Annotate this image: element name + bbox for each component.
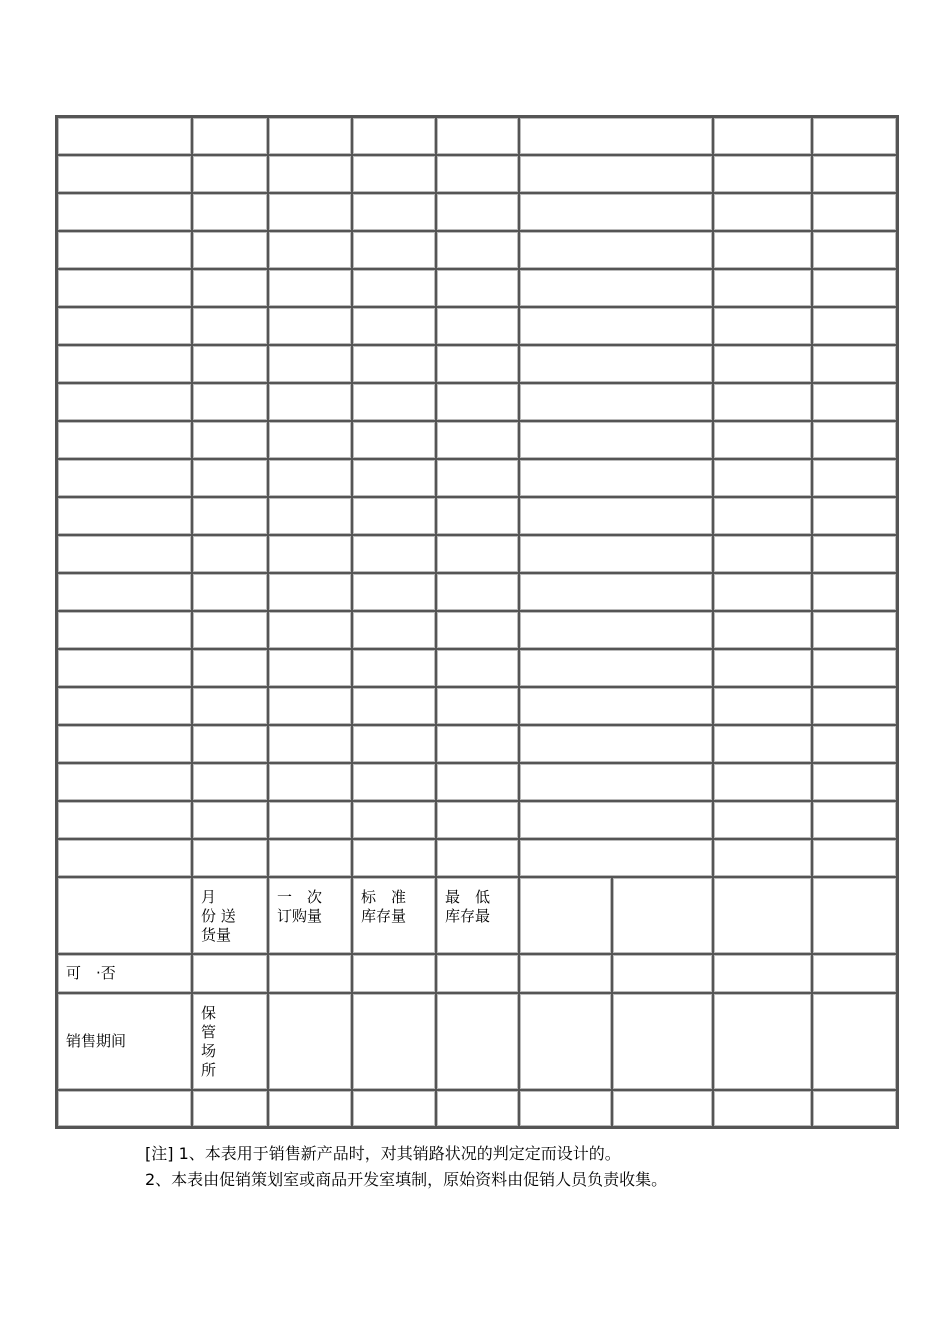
table-cell[interactable]	[192, 193, 268, 231]
table-cell[interactable]	[57, 687, 192, 725]
table-cell[interactable]	[436, 839, 519, 877]
table-cell[interactable]	[57, 801, 192, 839]
table-cell[interactable]	[352, 231, 436, 269]
table-cell[interactable]	[352, 763, 436, 801]
table-row	[57, 269, 897, 307]
table-cell[interactable]	[268, 307, 352, 345]
table-cell[interactable]	[519, 383, 713, 421]
table-cell[interactable]	[713, 155, 812, 193]
table-cell[interactable]	[57, 725, 192, 763]
table-cell[interactable]	[713, 611, 812, 649]
table-cell[interactable]	[812, 725, 897, 763]
table-cell[interactable]	[713, 231, 812, 269]
table-cell[interactable]	[436, 497, 519, 535]
table-cell[interactable]	[713, 725, 812, 763]
table-cell[interactable]	[519, 573, 713, 611]
table-cell[interactable]	[268, 801, 352, 839]
table-cell[interactable]	[192, 1090, 268, 1127]
table-cell[interactable]	[812, 573, 897, 611]
table-cell[interactable]	[268, 231, 352, 269]
product-evaluation-table	[55, 115, 899, 1129]
table-cell[interactable]	[519, 117, 713, 155]
sales-period-row	[57, 993, 897, 1090]
table-cell[interactable]	[352, 611, 436, 649]
table-cell[interactable]	[713, 307, 812, 345]
table-cell[interactable]	[612, 954, 713, 993]
table-row	[57, 611, 897, 649]
table-cell[interactable]	[436, 573, 519, 611]
table-cell[interactable]	[812, 763, 897, 801]
quantity-header-row	[57, 877, 897, 954]
table-cell[interactable]	[812, 687, 897, 725]
table-cell[interactable]	[268, 573, 352, 611]
table-cell[interactable]	[192, 954, 268, 993]
table-cell[interactable]	[57, 573, 192, 611]
table-cell[interactable]	[519, 801, 713, 839]
table-cell	[57, 877, 192, 954]
storage-place-label: 保管场所	[192, 993, 268, 1090]
table-cell[interactable]	[352, 155, 436, 193]
table-cell[interactable]	[268, 421, 352, 459]
table-cell[interactable]	[352, 535, 436, 573]
table-cell[interactable]	[519, 763, 713, 801]
table-cell[interactable]	[268, 269, 352, 307]
note-1: [注] 1、本表用于销售新产品时，对其销路状况的判定定而设计的。	[145, 1144, 621, 1163]
table-cell[interactable]	[519, 231, 713, 269]
table-cell[interactable]	[352, 1090, 436, 1127]
table-cell[interactable]	[519, 421, 713, 459]
table-cell[interactable]	[352, 725, 436, 763]
table-row	[57, 573, 897, 611]
table-cell[interactable]	[519, 839, 713, 877]
table-row	[57, 763, 897, 801]
table-cell[interactable]	[192, 117, 268, 155]
table-cell[interactable]	[436, 993, 519, 1090]
table-cell[interactable]	[436, 193, 519, 231]
table-cell[interactable]	[192, 649, 268, 687]
yes-no-label: 可 ·否	[57, 954, 192, 993]
table-cell[interactable]	[57, 155, 192, 193]
table-cell[interactable]	[519, 954, 612, 993]
table-cell[interactable]	[268, 345, 352, 383]
table-cell[interactable]	[812, 421, 897, 459]
table-row	[57, 839, 897, 877]
table-cell[interactable]	[57, 383, 192, 421]
table-cell[interactable]	[192, 573, 268, 611]
table-cell[interactable]	[713, 345, 812, 383]
table-cell[interactable]	[812, 345, 897, 383]
table-cell[interactable]	[812, 801, 897, 839]
table-cell[interactable]	[436, 801, 519, 839]
table-cell[interactable]	[192, 497, 268, 535]
table-cell[interactable]	[192, 155, 268, 193]
table-cell[interactable]	[713, 117, 812, 155]
table-cell[interactable]	[57, 345, 192, 383]
table-cell[interactable]	[812, 155, 897, 193]
table-cell[interactable]	[812, 497, 897, 535]
table-cell[interactable]	[519, 993, 612, 1090]
table-cell[interactable]	[812, 117, 897, 155]
table-cell[interactable]	[57, 763, 192, 801]
table-row	[57, 345, 897, 383]
table-cell[interactable]	[519, 269, 713, 307]
table-cell[interactable]	[812, 535, 897, 573]
table-cell[interactable]	[192, 535, 268, 573]
table-cell[interactable]	[812, 611, 897, 649]
table-cell[interactable]	[713, 1090, 812, 1127]
table-cell[interactable]	[57, 459, 192, 497]
table-cell[interactable]	[436, 117, 519, 155]
table-cell[interactable]	[57, 611, 192, 649]
table-cell[interactable]	[192, 611, 268, 649]
table-cell[interactable]	[57, 1090, 192, 1127]
table-cell[interactable]	[519, 725, 713, 763]
table-cell[interactable]	[352, 421, 436, 459]
table-row	[57, 1090, 897, 1127]
table-cell[interactable]	[713, 877, 812, 954]
table-cell[interactable]	[519, 459, 713, 497]
table-cell[interactable]	[352, 345, 436, 383]
table-cell[interactable]	[352, 993, 436, 1090]
table-row	[57, 383, 897, 421]
table-cell[interactable]	[519, 649, 713, 687]
table-cell[interactable]	[519, 307, 713, 345]
yes-no-row	[57, 954, 897, 993]
table-cell[interactable]	[192, 269, 268, 307]
table-cell[interactable]	[352, 117, 436, 155]
table-row	[57, 497, 897, 535]
table-cell[interactable]	[57, 649, 192, 687]
table-row	[57, 649, 897, 687]
table-cell[interactable]	[812, 193, 897, 231]
table-cell[interactable]	[713, 801, 812, 839]
table-row	[57, 421, 897, 459]
table-cell[interactable]	[268, 725, 352, 763]
table-row	[57, 801, 897, 839]
table-row	[57, 155, 897, 193]
table-row	[57, 193, 897, 231]
table-cell[interactable]	[268, 535, 352, 573]
table-cell[interactable]	[612, 877, 713, 954]
table-cell[interactable]	[192, 763, 268, 801]
table-cell[interactable]	[192, 383, 268, 421]
table-cell[interactable]	[268, 649, 352, 687]
table-cell[interactable]	[713, 459, 812, 497]
table-cell[interactable]	[57, 269, 192, 307]
table-row	[57, 535, 897, 573]
table-cell[interactable]	[57, 117, 192, 155]
table-cell[interactable]	[519, 611, 713, 649]
order-quantity-header: 一 次 订购量	[268, 877, 352, 954]
table-cell[interactable]	[268, 383, 352, 421]
table-cell[interactable]	[612, 993, 713, 1090]
table-cell[interactable]	[436, 345, 519, 383]
table-cell[interactable]	[268, 117, 352, 155]
table-cell[interactable]	[352, 573, 436, 611]
table-cell[interactable]	[519, 345, 713, 383]
table-row	[57, 725, 897, 763]
table-row	[57, 231, 897, 269]
table-cell[interactable]	[436, 307, 519, 345]
table-cell[interactable]	[268, 155, 352, 193]
table-cell[interactable]	[812, 231, 897, 269]
table-cell[interactable]	[713, 687, 812, 725]
table-cell[interactable]	[713, 839, 812, 877]
table-cell[interactable]	[268, 954, 352, 993]
table-cell[interactable]	[713, 649, 812, 687]
table-cell[interactable]	[57, 307, 192, 345]
sales-period-label: 销售期间	[57, 993, 192, 1090]
table-cell[interactable]	[713, 573, 812, 611]
table-cell[interactable]	[192, 801, 268, 839]
min-stock-header: 最 低 库存最	[436, 877, 519, 954]
table-cell[interactable]	[436, 725, 519, 763]
table-cell[interactable]	[519, 155, 713, 193]
table-cell[interactable]	[192, 307, 268, 345]
table-cell[interactable]	[812, 839, 897, 877]
table-cell[interactable]	[519, 193, 713, 231]
table-cell[interactable]	[812, 459, 897, 497]
table-cell[interactable]	[436, 459, 519, 497]
table-cell[interactable]	[713, 954, 812, 993]
table-cell[interactable]	[436, 421, 519, 459]
table-cell[interactable]	[352, 954, 436, 993]
table-cell[interactable]	[352, 801, 436, 839]
table-cell[interactable]	[268, 993, 352, 1090]
table-cell[interactable]	[436, 649, 519, 687]
table-cell[interactable]	[268, 839, 352, 877]
table-cell[interactable]	[57, 535, 192, 573]
table-cell[interactable]	[352, 269, 436, 307]
table-cell[interactable]	[812, 269, 897, 307]
table-cell[interactable]	[713, 993, 812, 1090]
table-row	[57, 307, 897, 345]
table-cell[interactable]	[519, 877, 612, 954]
table-cell[interactable]	[352, 649, 436, 687]
table-cell[interactable]	[268, 763, 352, 801]
table-row	[57, 117, 897, 155]
table-cell[interactable]	[352, 193, 436, 231]
table-cell[interactable]	[192, 459, 268, 497]
table-cell[interactable]	[713, 421, 812, 459]
table-cell[interactable]	[268, 193, 352, 231]
notes	[145, 1141, 667, 1193]
table-cell[interactable]	[192, 231, 268, 269]
table-cell[interactable]	[812, 877, 897, 954]
table-cell[interactable]	[268, 687, 352, 725]
table-cell[interactable]	[519, 535, 713, 573]
table-cell[interactable]	[519, 497, 713, 535]
table-cell[interactable]	[713, 535, 812, 573]
table-cell[interactable]	[436, 231, 519, 269]
table-cell[interactable]	[268, 497, 352, 535]
table-cell[interactable]	[519, 1090, 612, 1127]
table-cell[interactable]	[812, 993, 897, 1090]
monthly-delivery-header: 月 份 送 货量	[192, 877, 268, 954]
table-cell[interactable]	[268, 1090, 352, 1127]
table-cell[interactable]	[436, 155, 519, 193]
table-cell[interactable]	[352, 839, 436, 877]
table-cell[interactable]	[436, 954, 519, 993]
table-cell[interactable]	[192, 345, 268, 383]
table-row	[57, 687, 897, 725]
table-cell[interactable]	[352, 383, 436, 421]
table-cell[interactable]	[57, 193, 192, 231]
table-cell[interactable]	[57, 497, 192, 535]
table-cell[interactable]	[713, 383, 812, 421]
table-cell[interactable]	[812, 307, 897, 345]
table-row	[57, 459, 897, 497]
table-cell[interactable]	[713, 193, 812, 231]
table-cell[interactable]	[268, 459, 352, 497]
table-cell[interactable]	[192, 839, 268, 877]
table-cell[interactable]	[436, 763, 519, 801]
table-cell[interactable]	[57, 231, 192, 269]
table-cell[interactable]	[192, 725, 268, 763]
table-cell[interactable]	[519, 687, 713, 725]
table-cell[interactable]	[352, 459, 436, 497]
table-cell[interactable]	[192, 687, 268, 725]
table-cell[interactable]	[352, 497, 436, 535]
table-cell[interactable]	[812, 649, 897, 687]
note-2: 2、本表由促销策划室或商品开发室填制，原始资料由促销人员负责收集。	[145, 1170, 668, 1189]
table-cell[interactable]	[436, 611, 519, 649]
table-cell[interactable]	[352, 687, 436, 725]
table-cell[interactable]	[436, 687, 519, 725]
table-cell[interactable]	[713, 763, 812, 801]
table-cell[interactable]	[812, 1090, 897, 1127]
table-cell[interactable]	[612, 1090, 713, 1127]
table-cell[interactable]	[192, 421, 268, 459]
standard-stock-header: 标 准 库存量	[352, 877, 436, 954]
table-cell[interactable]	[713, 269, 812, 307]
table-cell[interactable]	[812, 383, 897, 421]
table-cell[interactable]	[436, 1090, 519, 1127]
table-cell[interactable]	[812, 954, 897, 993]
table-cell[interactable]	[713, 497, 812, 535]
table-cell[interactable]	[436, 269, 519, 307]
table-cell[interactable]	[57, 839, 192, 877]
table-cell[interactable]	[57, 421, 192, 459]
table-cell[interactable]	[436, 535, 519, 573]
table-cell[interactable]	[268, 611, 352, 649]
table-cell[interactable]	[352, 307, 436, 345]
table-cell[interactable]	[436, 383, 519, 421]
